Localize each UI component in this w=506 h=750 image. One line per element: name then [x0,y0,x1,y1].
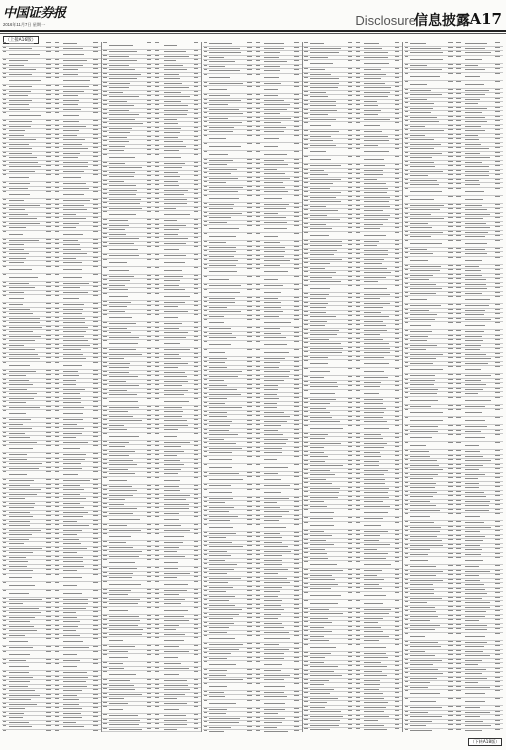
table-row [2,445,101,453]
table-column [303,42,403,732]
table-row [2,51,101,59]
table-row [203,225,302,233]
table-row [2,471,101,479]
table-row [303,600,402,608]
table-row [404,188,503,196]
table-row [102,398,201,406]
table-row [404,56,503,64]
table-row [303,148,402,156]
table-row [2,266,101,274]
table-row [203,489,302,497]
table-row [303,425,402,433]
table-column [102,42,202,732]
table-row [102,293,201,301]
table-row [2,174,101,182]
continued-note: （下转A18版） [468,738,502,746]
table-row [303,360,402,368]
table-row [203,151,302,159]
table-row [404,434,503,442]
table-row [404,690,503,698]
table-row [2,77,101,85]
table-row [102,559,201,567]
table-row [203,456,302,464]
table-row [404,73,503,81]
table-row [102,607,201,615]
table-row [203,730,302,732]
table-row [2,638,101,646]
table-row [303,509,402,517]
table-row [2,231,101,239]
header-rule-thin [0,33,506,34]
table-row [2,590,101,598]
table-row [203,661,302,669]
continuation-tag: （上接A16版） [3,36,39,44]
table-row [102,516,201,524]
table-row [102,637,201,645]
table-row [404,409,503,417]
table-row [102,581,201,589]
table-row [102,340,201,348]
table-row [404,296,503,304]
table-row [102,154,201,162]
table-row [303,122,402,130]
table-row [203,524,302,532]
table-column [404,42,503,732]
table-row [203,268,302,276]
table-row [404,557,503,565]
table-row [303,644,402,652]
table-row [102,533,201,541]
table-row [2,582,101,590]
table-row [404,417,503,425]
table-row [404,397,503,405]
table-column [203,42,303,732]
table-row [303,60,402,68]
disclosure-table-columns [2,42,504,732]
table-row [102,211,201,219]
table-row [2,295,101,303]
table-row [203,341,302,349]
table-row [404,81,503,89]
table-row [203,74,302,82]
table-row [303,285,402,293]
dateline: 2016年11月7日 星期一 [3,22,46,27]
table-row [203,135,302,143]
newspaper-logo: 中国证券报 [3,6,66,21]
table-row [2,112,101,120]
table-row [303,232,402,240]
table-row [2,274,101,282]
table-row [2,362,101,370]
table-row [404,513,503,521]
table-row [203,464,302,472]
table-row [303,522,402,530]
table-row [303,561,402,569]
table-row [203,276,302,284]
table-row [203,289,302,297]
table-row [2,191,101,199]
table-row [203,700,302,708]
table-row [102,42,201,50]
section-title-cn: 信息披露 [414,13,470,29]
table-row [404,633,503,641]
section-title-en: Disclosure [355,13,416,28]
table-row [2,651,101,659]
table-row [102,477,201,485]
masthead [0,0,506,38]
table-row [303,728,402,732]
table-row [102,267,201,275]
table-row [203,143,302,151]
table-row [203,476,302,484]
table-row [404,729,503,733]
table-row [303,156,402,164]
table-row [102,314,201,322]
header-rule [0,30,506,32]
table-row [102,706,201,714]
table-row [102,671,201,679]
table-row [404,366,503,374]
table-row [404,322,503,330]
table-row [102,246,201,254]
table-row [203,86,302,94]
table-row [404,442,503,450]
table-column [2,42,102,732]
table-row [203,683,302,691]
table-row [102,654,201,662]
table-row [102,259,201,267]
table-row [2,574,101,582]
table-row [203,349,302,357]
table-row [303,368,402,376]
table-row [404,257,503,265]
table-row [404,240,503,248]
table-row [2,410,101,418]
table-row [102,433,201,441]
table-row [203,233,302,241]
table-row [404,698,503,706]
table-row [203,195,302,203]
table-row [203,635,302,643]
table-row [404,196,503,204]
table-row [203,319,302,327]
page-number: A17 [469,10,502,28]
table-row [2,730,101,733]
table-row [303,390,402,398]
table-row [303,592,402,600]
table-row [2,663,101,671]
